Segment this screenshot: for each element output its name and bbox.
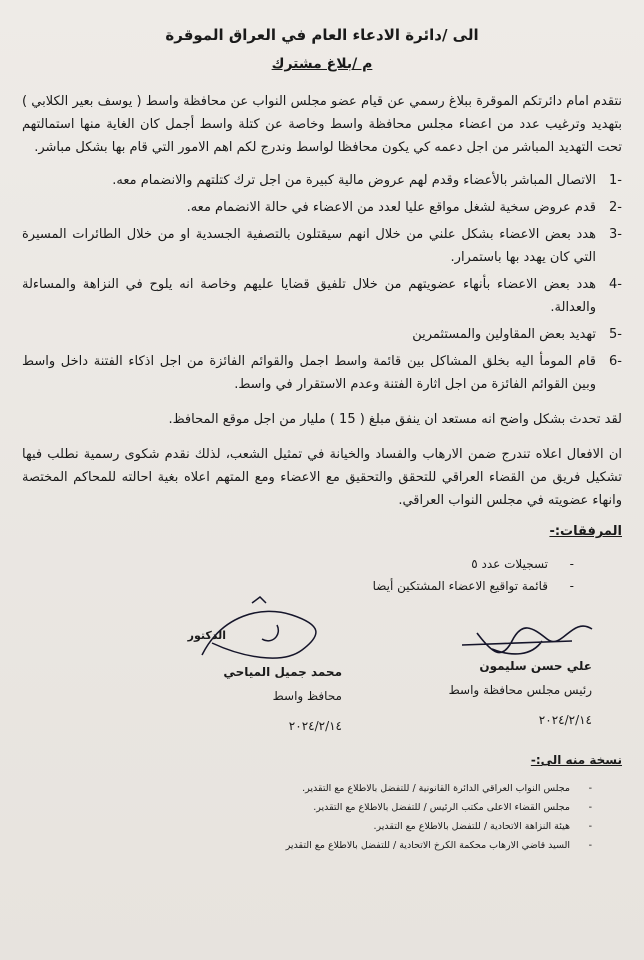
subject-text: م /بلاغ مشترك [271,56,373,72]
attachment-text: تسجيلات عدد ٥ [471,557,548,571]
copy-dash: - [588,821,592,832]
addressee-heading: الى /دائرة الادعاء العام في العراق الموقرة [165,26,479,44]
subject-line [22,56,622,72]
list-item [22,350,622,396]
list-item-text: الاتصال المباشر بالأعضاء وقدم لهم عروض مالية كبيرة من اجل ترك كتلتهم والانضمام معه. [112,173,596,188]
intro-paragraph: نتقدم امام دائرتكم الموقرة ببلاغ رسمي عن قيام عضو مجلس النواب عن محافظة واسط ( يوسف بعير الكلابي ) بتهديد وترغيب عدد من اعضاء مجلس محافظة واسط وخاصة عن كتلة واسط أجمل كان الغاية منها استمالتهم تحت التهديد المباشر من اجل دعمه كي يكون محافظا لواسط وندرج لكم اهم الامور التي قام بها بشكل مباشر. [22,94,622,155]
list-item [22,223,622,269]
copy-item [22,798,592,817]
list-item [22,196,622,219]
copy-text: هيئة النزاهة الاتحادية / للتفضل بالاطلاع مع التقدير. [373,821,570,832]
copy-dash: - [588,783,592,794]
copy-item [22,817,592,836]
list-item [22,273,622,319]
list-item-number: -2 [609,200,622,215]
copy-item [22,836,592,855]
governor-signature [102,619,342,733]
list-item-text: قام المومأ اليه بخلق المشاكل بين قائمة واسط اجمل والقوائم الفائزة من اجل اذكاء الفتنة داخل واسط وبين القوائم الفائزة من اجل اثارة الفتنة وعدم الاستقرار في واسط. [22,354,596,392]
list-item-text: هدد بعض الاعضاء بشكل علني من خلال انهم سيقتلون بالتصفية الجسدية او من خلال الطائرات المسيرة التي كان يهدد بها باستمرار. [22,227,596,265]
copy-dash: - [588,802,592,813]
attachment-dash: - [569,557,574,571]
council-head-date: ٢٠٢٤/٢/١٤ [538,713,592,727]
council-head-signature [352,619,592,727]
list-item-number: -4 [609,277,622,292]
copy-item [22,779,592,798]
governor-title: الدكتور [187,629,226,642]
governor-role: محافظ واسط [272,689,342,703]
copies-heading: نسخة منه الى:- [530,753,622,767]
governor-date: ٢٠٢٤/٢/١٤ [288,719,342,733]
list-item-text: تهديد بعض المقاولين والمستثمرين [412,327,596,342]
copy-text: السيد قاضي الارهاب محكمة الكرخ الاتحادية / للتفضل بالاطلاع مع التقدير [285,840,570,851]
council-head-role: رئيس مجلس محافظة واسط [448,683,592,697]
list-item [22,169,622,192]
list-item-number: -3 [609,227,622,242]
handwritten-signature-icon [452,611,602,661]
signatures-block [22,599,622,749]
copy-text: مجلس القضاء الاعلى مكتب الرئيس / للتفضل بالاطلاع مع التقدير. [313,802,570,813]
list-item-text: قدم عروض سخية لشغل مواقع عليا لعدد من الاعضاء في حالة الانضمام معه. [186,200,596,215]
attachments-list [22,553,622,597]
list-item-number: -5 [609,327,622,342]
copies-list [22,779,622,855]
list-item-text: هدد بعض الاعضاء بأنهاء عضويتهم من خلال تلفيق قضايا عليهم وخاصة انه يلوح في النزاهة والمساءلة والعدالة. [22,277,596,315]
list-item-number: -1 [609,173,622,188]
numbered-list [22,169,622,396]
council-head-name: علي حسن سليمون [479,659,592,673]
spending-statement: لقد تحدث بشكل واضح انه مستعد ان ينفق مبلغ ( 15 ) مليار من اجل موقع المحافظ. [168,412,622,427]
list-item [22,323,622,346]
attachment-item [22,575,574,597]
attachment-text: قائمة تواقيع الاعضاء المشتكين أيضا [372,579,548,593]
copy-dash: - [588,840,592,851]
copy-text: مجلس النواب العراقي الدائرة القانونية / للتفضل بالاطلاع مع التقدير. [302,783,570,794]
attachment-item [22,553,574,575]
attachments-heading: المرفقات:- [549,524,622,539]
attachment-dash: - [569,579,574,593]
list-item-number: -6 [609,354,622,369]
closing-paragraph: ان الافعال اعلاه تندرج ضمن الارهاب والفساد والخيانة في تمثيل الشعب، لذلك نقدم شكوى رسمية نطلب فيها تشكيل فريق من القضاء العراقي للتحقق والتحقيق مع الاعضاء ومع المتهم اعلاه بغية احالته للمحاكم المختصة وانهاء عضويته في مجلس النواب العراقي. [22,447,622,508]
governor-name: محمد جميل المياحي [223,665,342,679]
